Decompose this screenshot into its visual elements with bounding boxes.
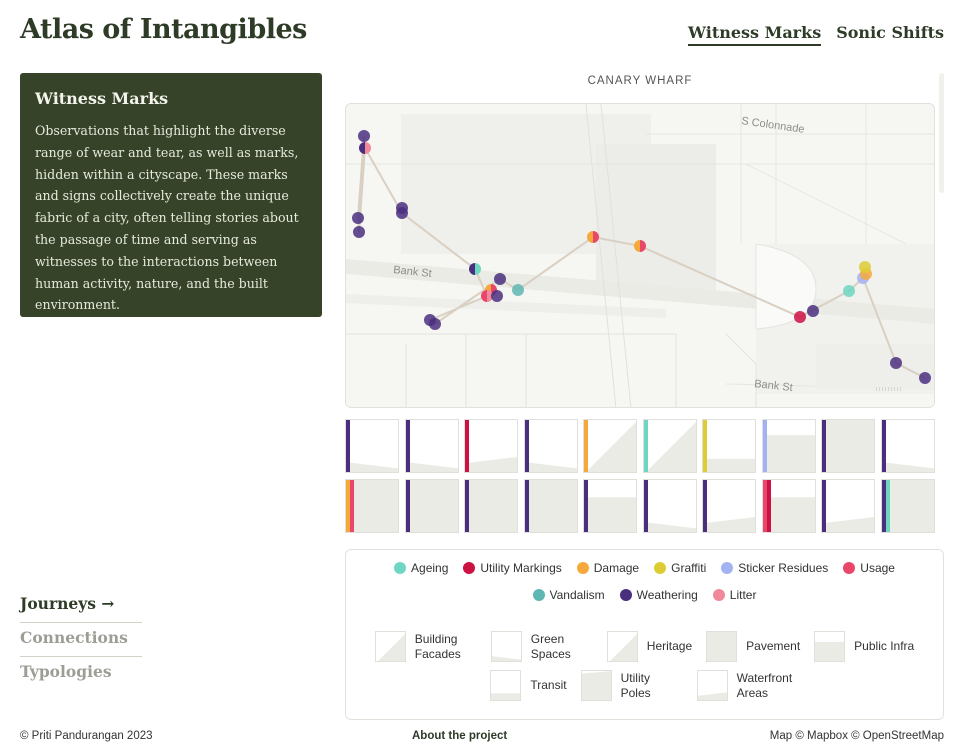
legend-dot xyxy=(533,589,545,601)
legend-category-label: Utility Markings xyxy=(480,561,562,575)
category-stripe xyxy=(822,480,826,532)
category-stripe xyxy=(644,420,648,472)
legend-category-item[interactable] xyxy=(463,561,561,575)
observation-point[interactable] xyxy=(807,305,819,317)
observation-thumbnail[interactable] xyxy=(702,479,756,533)
thumbnail-category-stripes xyxy=(822,480,826,532)
observation-thumbnail[interactable] xyxy=(345,479,399,533)
legend-category-item[interactable] xyxy=(577,561,639,575)
thumbnail-category-stripes xyxy=(465,420,469,472)
thumbnail-category-stripes xyxy=(703,480,707,532)
legend-dot xyxy=(394,562,406,574)
category-stripe xyxy=(406,420,410,472)
legend-category-item[interactable] xyxy=(533,588,605,602)
legend-category-item[interactable] xyxy=(620,588,698,602)
observation-point[interactable] xyxy=(494,273,506,285)
category-stripe xyxy=(584,480,588,532)
legend-category-item[interactable] xyxy=(713,588,757,602)
thumbnail-category-stripes xyxy=(822,420,826,472)
legend-dot xyxy=(654,562,666,574)
category-stripe xyxy=(644,480,648,532)
category-stripe xyxy=(525,480,529,532)
legend-type-item[interactable] xyxy=(375,631,477,662)
observation-point[interactable] xyxy=(359,142,371,154)
side-nav-connections[interactable]: Connections xyxy=(20,623,142,657)
legend-category-label: Graffiti xyxy=(671,561,707,575)
category-stripe xyxy=(703,480,707,532)
thumbnail-category-stripes xyxy=(584,420,588,472)
thumbnail-category-stripes xyxy=(644,480,648,532)
legend-dot xyxy=(843,562,855,574)
observation-point[interactable] xyxy=(358,130,370,142)
observation-thumbnail[interactable] xyxy=(643,419,697,473)
side-nav xyxy=(20,589,142,690)
top-nav xyxy=(688,23,944,46)
legend-type-swatch xyxy=(490,670,521,701)
legend-type-swatch xyxy=(814,631,845,662)
observation-point[interactable] xyxy=(353,226,365,238)
category-stripe xyxy=(886,480,890,532)
observation-point[interactable] xyxy=(890,357,902,369)
thumbnail-category-stripes xyxy=(406,420,410,472)
thumbnail-category-stripes xyxy=(882,480,890,532)
observation-thumbnail[interactable] xyxy=(821,479,875,533)
observation-thumbnail[interactable] xyxy=(405,479,459,533)
category-stripe xyxy=(350,480,354,532)
legend-type-label: Utility Poles xyxy=(620,670,651,700)
category-stripe xyxy=(882,420,886,472)
map-canvas[interactable] xyxy=(346,104,935,408)
legend-type-swatch xyxy=(697,670,728,701)
thumbnail-category-stripes xyxy=(763,480,771,532)
legend-type-label: Waterfront Areas xyxy=(736,670,793,700)
category-stripe xyxy=(822,420,826,472)
observation-point[interactable] xyxy=(352,212,364,224)
legend-category-item[interactable] xyxy=(394,561,448,575)
category-stripe xyxy=(406,480,410,532)
legend-type-item[interactable] xyxy=(607,631,692,662)
street-label-bank-st-1: Bank St xyxy=(392,264,433,281)
observation-thumbnail[interactable] xyxy=(405,419,459,473)
thumbnail-category-stripes xyxy=(465,480,469,532)
legend-category-label: Weathering xyxy=(636,588,698,602)
legend-category-label: Usage xyxy=(860,561,895,575)
legend-category-item[interactable] xyxy=(654,561,706,575)
legend-category-label: Litter xyxy=(729,588,757,602)
thumbnail-category-stripes xyxy=(703,420,707,472)
category-stripe xyxy=(465,480,469,532)
legend-type-item[interactable] xyxy=(581,670,683,701)
category-stripe xyxy=(763,420,767,472)
observation-thumbnail[interactable] xyxy=(583,419,637,473)
street-label-bank-st-2: Bank St xyxy=(753,378,794,395)
info-card-title: Witness Marks xyxy=(35,89,169,108)
category-stripe xyxy=(584,420,588,472)
legend-type-label: Public Infra xyxy=(854,639,915,653)
observation-point[interactable] xyxy=(396,207,408,219)
map-attribution: Map © Mapbox © OpenStreetMap xyxy=(769,730,944,742)
legend-type-item[interactable] xyxy=(706,631,800,662)
observation-thumbnail[interactable] xyxy=(524,419,578,473)
nav-witness-marks[interactable]: Witness Marks xyxy=(688,23,821,46)
side-nav-typologies[interactable]: Typologies xyxy=(20,662,112,681)
category-stripe xyxy=(767,480,771,532)
info-card-body: Observations that highlight the diverse range of wear and tear, as well as marks, hidden within a cityscape. These marks and signs collectively create the unique fabric of a city, often telling stories about the passage of time and serving as witnesses to the interactions between human activity, nature, and the built environment. xyxy=(35,123,299,313)
observation-point[interactable] xyxy=(794,311,806,323)
about-link[interactable]: About the project xyxy=(412,730,508,742)
observation-thumbnail[interactable] xyxy=(762,479,816,533)
observation-point[interactable] xyxy=(491,290,503,302)
category-stripe xyxy=(465,420,469,472)
scrollbar[interactable] xyxy=(939,73,944,193)
observation-point[interactable] xyxy=(512,284,524,296)
observation-thumbnail[interactable] xyxy=(524,479,578,533)
footer-copyright: © Priti Pandurangan 2023 xyxy=(20,730,153,742)
observation-thumbnail[interactable] xyxy=(702,419,756,473)
street-label-colonnade: S Colonnade xyxy=(740,115,806,136)
thumbnail-category-stripes xyxy=(763,420,767,472)
legend-type-item[interactable] xyxy=(491,631,593,662)
thumbnail-category-stripes xyxy=(346,420,350,472)
map-basemap xyxy=(346,104,935,408)
legend xyxy=(345,549,944,720)
observation-point[interactable] xyxy=(843,285,855,297)
map[interactable] xyxy=(345,103,935,408)
observation-thumbnail[interactable] xyxy=(881,479,935,533)
nav-sonic-shifts[interactable]: Sonic Shifts xyxy=(836,23,944,42)
legend-type-item[interactable] xyxy=(814,631,914,662)
thumbnail-category-stripes xyxy=(882,420,886,472)
legend-type-swatch xyxy=(491,631,522,662)
legend-dot xyxy=(713,589,725,601)
info-card xyxy=(20,73,322,317)
legend-category-label: Damage xyxy=(593,561,640,575)
site-title: Atlas of Intangibles xyxy=(20,14,307,45)
legend-types xyxy=(346,631,943,701)
observation-thumbnail[interactable] xyxy=(821,419,875,473)
legend-type-label: Pavement xyxy=(746,639,801,653)
thumbnail-category-stripes xyxy=(406,480,410,532)
legend-dot xyxy=(463,562,475,574)
legend-category-item[interactable] xyxy=(843,561,895,575)
observation-point[interactable] xyxy=(919,372,931,384)
legend-type-swatch xyxy=(607,631,638,662)
legend-type-item[interactable] xyxy=(490,670,566,701)
legend-dot xyxy=(620,589,632,601)
observation-thumbnail[interactable] xyxy=(345,419,399,473)
thumbnail-category-stripes xyxy=(346,480,354,532)
legend-type-swatch xyxy=(706,631,737,662)
observation-thumbnail[interactable] xyxy=(881,419,935,473)
observation-thumbnails xyxy=(345,419,935,533)
legend-type-swatch xyxy=(375,631,406,662)
legend-type-label: Transit xyxy=(530,678,567,692)
observation-thumbnail[interactable] xyxy=(583,479,637,533)
observation-thumbnail[interactable] xyxy=(464,479,518,533)
observation-point[interactable] xyxy=(859,261,871,273)
observation-point[interactable] xyxy=(587,231,599,243)
legend-categories xyxy=(346,561,943,602)
legend-type-label: Green Spaces xyxy=(530,631,571,661)
observation-thumbnail[interactable] xyxy=(464,419,518,473)
legend-type-item[interactable] xyxy=(697,670,799,701)
legend-category-item[interactable] xyxy=(721,561,828,575)
legend-type-swatch xyxy=(581,670,612,701)
legend-dot xyxy=(721,562,733,574)
legend-type-label: Building Facades xyxy=(414,631,461,661)
observation-point[interactable] xyxy=(429,318,441,330)
thumbnail-category-stripes xyxy=(525,420,529,472)
observation-point[interactable] xyxy=(634,240,646,252)
legend-category-label: Ageing xyxy=(411,561,449,575)
legend-type-label: Heritage xyxy=(646,639,693,653)
category-stripe xyxy=(346,420,350,472)
map-caption: CANARY WHARF xyxy=(587,75,693,87)
legend-category-label: Sticker Residues xyxy=(738,561,829,575)
observation-thumbnail[interactable] xyxy=(643,479,697,533)
observation-point[interactable] xyxy=(469,263,481,275)
thumbnail-category-stripes xyxy=(644,420,648,472)
thumbnail-category-stripes xyxy=(584,480,588,532)
thumbnail-category-stripes xyxy=(525,480,529,532)
category-stripe xyxy=(525,420,529,472)
category-stripe xyxy=(703,420,707,472)
legend-category-label: Vandalism xyxy=(549,588,605,602)
legend-dot xyxy=(577,562,589,574)
side-nav-journeys[interactable]: Journeys → xyxy=(20,589,142,623)
observation-thumbnail[interactable] xyxy=(762,419,816,473)
